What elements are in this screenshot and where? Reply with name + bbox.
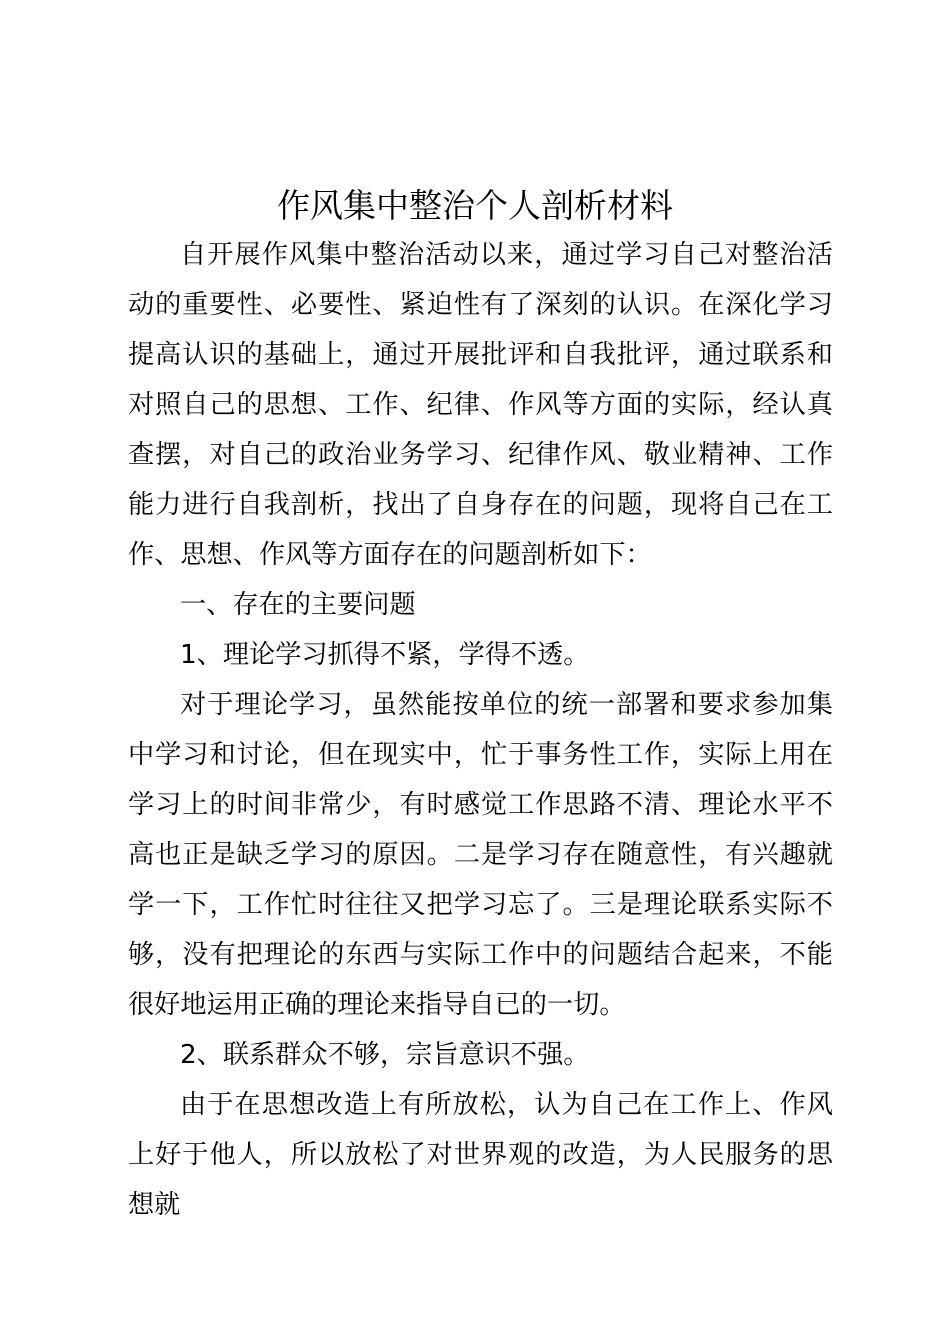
document-title: 作风集中整治个人剖析材料 — [277, 186, 673, 225]
paragraph-theory-study: 对于理论学习，虽然能按单位的统一部署和要求参加集中学习和讨论，但在现实中，忙于事务性工作，实际上用在学习上的时间非常少，有时感觉工作思路不清、理论水平不高也正是缺乏学习的原因。二是学习存在随意性，有兴趣就学一下，工作忙时往往又把学习忘了。三是理论联系实际不够，没有把理论的东西与实际工作中的问题结合起来，不能很好地运用正确的理论来指导自已的一切。 — [128, 690, 833, 1020]
section-heading-main-problems: 一、存在的主要问题 — [180, 590, 416, 620]
paragraph-mass-contact: 由于在思想改造上有所放松，认为自己在工作上、作风上好于他人，所以放松了对世界观的改造，为人民服务的思想就 — [128, 1090, 833, 1220]
subheading-mass-contact: 2、联系群众不够，宗旨意识不强。 — [180, 1040, 590, 1070]
document-body — [128, 230, 833, 1230]
subheading-theory-study: 1、理论学习抓得不紧，学得不透。 — [180, 640, 590, 670]
paragraph-intro: 自开展作风集中整治活动以来，通过学习自己对整治活动的重要性、必要性、紧迫性有了深刻的认识。在深化学习提高认识的基础上，通过开展批评和自我批评，通过联系和对照自己的思想、工作、纪律、作风等方面的实际，经认真查摆，对自己的政治业务学习、纪律作风、敬业精神、工作能力进行自我剖析，找出了自身存在的问题，现将自己在工作、思想、作风等方面存在的问题剖析如下： — [128, 240, 833, 570]
